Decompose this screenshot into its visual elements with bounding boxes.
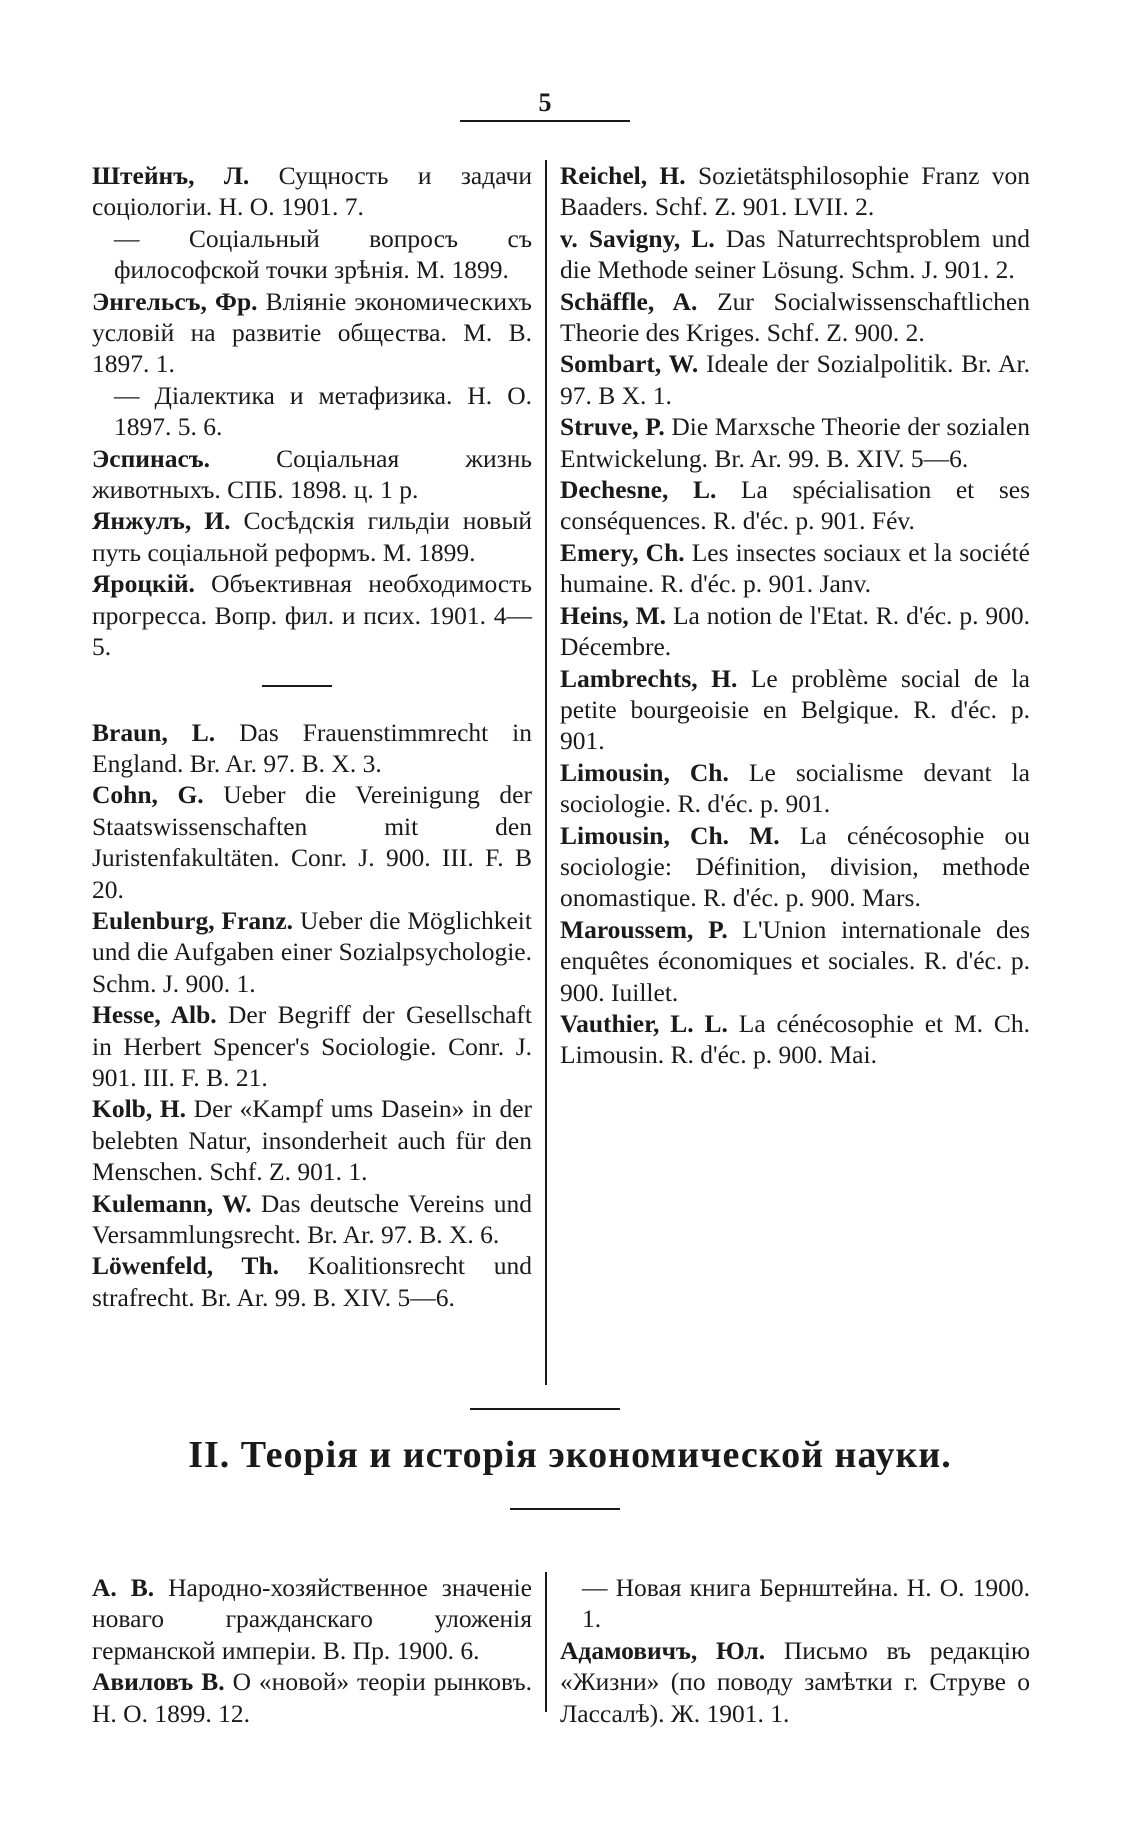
entry-text: Der «Kampf ums Dasein» in der belebten Natur, insonderheit auch für den Menschen. Schf. Z. 901. 1. — [92, 1094, 533, 1187]
entry — [92, 1666, 532, 1729]
entry — [560, 348, 1030, 411]
entry — [560, 663, 1030, 757]
entry — [92, 905, 532, 999]
entry-text: Zur Socialwissenschaftlichen Theorie des Kriges. Schf. Z. 900. 2. — [560, 286, 1030, 348]
entry — [560, 600, 1030, 663]
entry — [92, 717, 532, 780]
entry-author: Braun, L. — [92, 717, 216, 747]
entry-author: Emery, Ch. — [560, 537, 685, 567]
entry-text: Der Begriff der Gesellschaft in Herbert Spencer's Sociologie. Conr. J. 901. III. F. B. 21. — [92, 1000, 533, 1092]
entry-author: Eulenburg, Franz. — [92, 905, 294, 935]
entry — [560, 1635, 1030, 1729]
entry-author: Адамовичъ, Юл. — [560, 1635, 766, 1665]
entry — [560, 1572, 1030, 1635]
entry — [92, 568, 532, 662]
entry-author: Limousin, Ch. — [560, 757, 729, 787]
entry-text: La cénécosophie ou sociologie: Définition, division, methode onomastique. R. d'éc. p. 900. Mars. — [560, 820, 1030, 913]
section-rule-top — [470, 1408, 620, 1410]
column-divider-bottom — [545, 1572, 547, 1712]
entry-text: La cénécosophie et M. Ch. Limousin. R. d'éc. p. 900. Mai. — [560, 1008, 1031, 1070]
entry — [560, 914, 1030, 1008]
entry — [560, 1008, 1030, 1071]
entry — [560, 223, 1030, 286]
entry — [92, 223, 532, 286]
entry-author: Яроцкій. — [92, 569, 195, 599]
entry-text: Ueber die Vereinigung der Staatswissenschaften mit den Juristenfakultäten. Conr. J. 900. III. F. B 20. — [92, 780, 532, 904]
entry — [92, 779, 532, 905]
entry-text: Le socialisme devant la sociologie. R. d'éc. p. 901. — [560, 757, 1030, 819]
entry — [560, 160, 1030, 223]
entry-author: Struve, P. — [560, 412, 665, 442]
entry — [560, 537, 1030, 600]
entry — [92, 1093, 532, 1187]
entry-author: Schäffle, A. — [560, 286, 698, 316]
entry-author: Hesse, Alb. — [92, 1000, 217, 1030]
entry-author: Янжулъ, И. — [92, 506, 231, 536]
entry-text: Письмо въ редакцію «Жизни» (по поводу замѣтки г. Струве о Лассалѣ). Ж. 1901. 1. — [560, 1635, 1031, 1728]
page-number: 5 — [538, 88, 552, 117]
entry-text: La spécialisation et ses conséquences. R. d'éc. p. 901. Fév. — [560, 475, 1030, 536]
entry-author: Энгельсъ, Фр. — [92, 286, 258, 316]
entry-author: Kolb, H. — [92, 1094, 187, 1124]
entry-author: Reichel, H. — [560, 161, 686, 190]
entry — [92, 380, 532, 443]
entry — [92, 1250, 532, 1313]
entry — [560, 757, 1030, 820]
entry-author: Dechesne, L. — [560, 475, 717, 505]
entry-author: Kulemann, W. — [92, 1188, 252, 1218]
entry-text: Sozietätsphilosophie Franz von Baaders. Schf. Z. 901. LVII. 2. — [560, 161, 1030, 222]
column-left — [92, 160, 532, 1313]
entry-text: — Соціальный вопросъ съ философской точки зрѣнія. М. 1899. — [114, 223, 532, 285]
entry-text: Das Frauenstimmrecht in England. Br. Ar. 97. B. X. 3. — [92, 717, 532, 778]
entry-text: Вліяніе экономическихъ условій на развитіе общества. М. В. 1897. 1. — [92, 286, 532, 379]
entry — [560, 474, 1030, 537]
entry-author: Löwenfeld, Th. — [92, 1251, 279, 1281]
entry-text: — Діалектика и метафизика. Н. О. 1897. 5. 6. — [114, 380, 532, 442]
entry — [92, 286, 532, 380]
entry — [92, 160, 532, 223]
entry-text: Сосѣдскія гильдіи новый путь соціальной реформъ. М. 1899. — [92, 506, 532, 567]
entry-text: Ueber die Möglichkeit und die Aufgaben einer Sozialpsychologie. Schm. J. 900. 1. — [92, 905, 532, 998]
section-title: II. Теорія и исторія экономической науки. — [188, 1434, 952, 1476]
entry-text: L'Union internationale des enquêtes économiques et sociales. R. d'éc. p. 900. Iuillet. — [560, 914, 1031, 1007]
entry-text: Le problème social de la petite bourgeoisie en Belgique. R. d'éc. p. 901. — [560, 663, 1030, 756]
entry-author: Авиловъ В. — [92, 1667, 225, 1697]
section-rule-bottom — [510, 1508, 620, 1510]
entry-author: Maroussem, P. — [560, 914, 728, 944]
entry-text: Das Naturrechtsproblem und die Methode seiner Lösung. Schm. J. 901. 2. — [560, 223, 1030, 285]
entry-author: Штейнъ, Л. — [92, 161, 250, 190]
entry-author: v. Savigny, L. — [560, 223, 715, 253]
column-right — [560, 160, 1030, 1071]
entry — [560, 286, 1030, 349]
section2-column-right — [560, 1572, 1030, 1729]
entry-author: Lambrechts, H. — [560, 663, 738, 693]
entry-text: La notion de l'Etat. R. d'éc. p. 900. Décembre. — [560, 600, 1030, 662]
entry-text: О «новой» теоріи рынковъ. Н. О. 1899. 12. — [92, 1667, 533, 1728]
entry — [92, 443, 532, 506]
entry-text: Koalitionsrecht und strafrecht. Br. Ar. 99. B. XIV. 5—6. — [92, 1251, 532, 1312]
entry-author: Heins, M. — [560, 600, 667, 630]
column-divider-top — [545, 160, 547, 1385]
header-rule — [460, 120, 630, 122]
entry-text: — Новая книга Бернштейна. Н. О. 1900. 1. — [582, 1573, 1030, 1634]
entry-author: Vauthier, L. L. — [560, 1008, 728, 1038]
entry-text: Сущность и задачи соціологіи. Н. О. 1901. 7. — [92, 161, 532, 222]
entry-text: Das deutsche Vereins und Versammlungsrecht. Br. Ar. 97. B. X. 6. — [92, 1188, 532, 1249]
section2-column-left — [92, 1572, 532, 1729]
entry-author: Cohn, G. — [92, 780, 204, 810]
entry-author: Эспинасъ. — [92, 443, 210, 473]
entry-text: Народно-хозяйственное значеніе новаго гражданскаго уложенія германской имперіи. В. Пр. 1900. 6. — [92, 1573, 532, 1665]
entry-text: Ideale der Sozialpolitik. Br. Ar. 97. B X. 1. — [560, 349, 1030, 410]
entry-text: Объективная необходимость прогресса. Вопр. фил. и псих. 1901. 4—5. — [92, 569, 532, 662]
entry — [92, 505, 532, 568]
entry — [560, 411, 1030, 474]
entry — [560, 820, 1030, 914]
entry — [92, 1188, 532, 1251]
entry-text: Les insectes sociaux et la société humaine. R. d'éc. p. 901. Janv. — [560, 537, 1030, 599]
entry-author: А. В. — [92, 1573, 155, 1602]
column-separator — [262, 685, 332, 687]
entry-text: Die Marxsche Theorie der sozialen Entwickelung. Br. Ar. 99. B. XIV. 5—6. — [560, 412, 1030, 473]
entry — [92, 1572, 532, 1666]
entry-author: Limousin, Ch. M. — [560, 820, 780, 850]
entry-text: Соціальная жизнь животныхъ. СПБ. 1898. ц. 1 р. — [92, 443, 532, 505]
entry — [92, 999, 532, 1093]
entry-author: Sombart, W. — [560, 349, 699, 379]
